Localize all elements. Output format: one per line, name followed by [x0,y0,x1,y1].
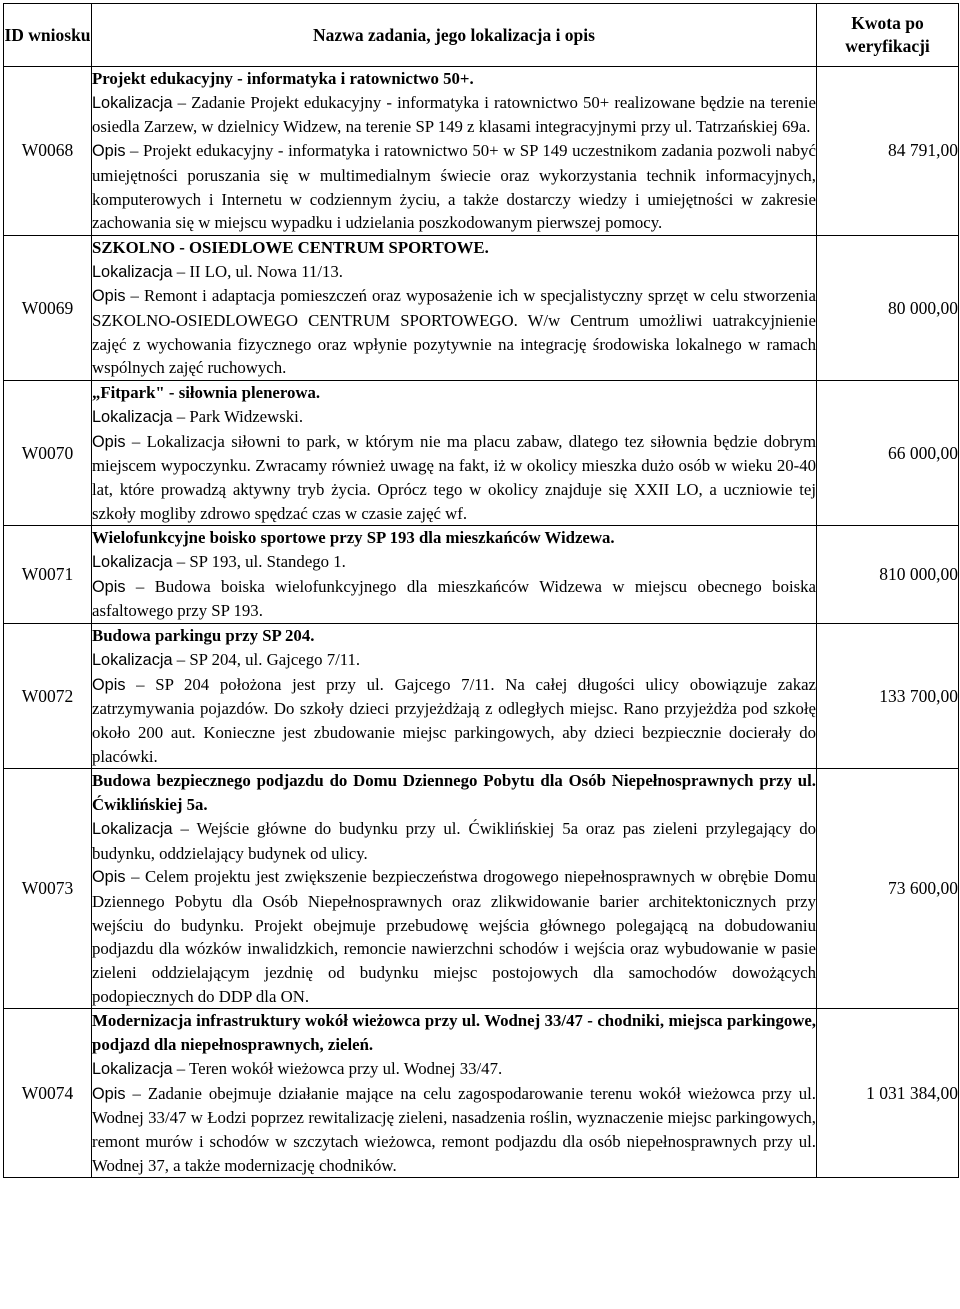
project-description [92,139,816,235]
header-id: ID wniosku [4,4,92,67]
location-label: Lokalizacja [92,819,173,838]
description-text: – SP 204 położona jest przy ul. Gajcego 7/11. Na całej długości ulicy obowiązuje zakaz zatrzymywania pojazdów. Do szkoły dzieci przyjeżdżają z odległych miejsc. Rano przyjeżdża pod szkołę około 200 aut. Konieczne jest zbudowanie miejsc parkingowych, aby dzieci bezpiecznie docierały do placówki. [92,674,816,766]
table-row [4,381,959,526]
row-description [92,1009,817,1178]
project-location [92,817,816,865]
row-id: W0070 [4,381,92,526]
description-text: – Remont i adaptacja pomieszczeń oraz wyposażenie ich w specjalistyczny sprzęt w celu stworzenia SZKOLNO-OSIEDLOWEGO CENTRUM SPORTOWEGO. W/w Centrum umożliwi uatrakcyjnienie zajęć z wychowania fizycznego oraz wpłynie pozytywnie na integrację środowiska lokalnego w ramach wspólnych zajęć ruchowych. [92,286,816,378]
table-header-row [4,4,959,67]
row-id: W0073 [4,769,92,1009]
row-description [92,526,817,624]
project-location [92,1057,816,1082]
location-label: Lokalizacja [92,553,173,572]
row-amount: 810 000,00 [817,526,959,624]
row-id: W0072 [4,624,92,769]
location-text: – Wejście główne do budynku przy ul. Ćwiklińskiej 5a oraz pas zieleni przylegający do budynku, oddzielający budynek od ulicy. [92,818,816,863]
description-label: Opis [92,287,126,306]
project-description [92,284,816,380]
description-text: – Celem projektu jest zwiększenie bezpieczeństwa drogowego niepełnosprawnych w obrębie Domu Dziennego Pobytu dla Osób Niepełnosprawnych oraz zlikwidowanie barier architektonicznych przy wejściu do budynku. Projekt obejmuje przebudowę wejścia głównego polegającą na dobudowaniu podjazdu dla wózków inwalidzkich, remoncie nawierzchni schodów i wejścia oraz wybudowanie w pasie zieleni oddzielającym jezdnię od budynku miejsc postojowych dla samochodów dowożących podopiecznych do DDP dla ON. [92,867,816,1006]
row-amount: 84 791,00 [817,67,959,236]
description-text: – Budowa boiska wielofunkcyjnego dla mieszkańców Widzewa w miejscu obecnego boiska asfaltowego przy SP 193. [92,576,816,621]
project-title: Projekt edukacyjny - informatyka i ratownictwo 50+. [92,69,474,88]
description-label: Opis [92,868,126,887]
project-location [92,91,816,139]
project-description [92,673,816,769]
row-description [92,67,817,236]
location-label: Lokalizacja [92,650,173,669]
location-label: Lokalizacja [92,407,173,426]
location-text: – II LO, ul. Nowa 11/13. [172,261,343,281]
table-row [4,1009,959,1178]
table-row [4,526,959,624]
row-amount: 80 000,00 [817,235,959,380]
location-text: – Park Widzewski. [172,406,304,426]
project-title: Budowa parkingu przy SP 204. [92,626,315,646]
description-text: – Projekt edukacyjny - informatyka i ratownictwo 50+ w SP 149 uczestnikom zadania pozwoli nabyć umiejętności poruszania się w multimedialnym świecie oraz wykorzystania technik informacyjnych, komputerowych i Internetu w codziennym życiu, a także dostarczy wiedzy i umiejętności w zakresie zachowania się w miejscu wypadku i udzielania poszkodowanym pierwszej pomocy. [92,141,816,233]
description-label: Opis [92,1084,126,1103]
row-id: W0068 [4,67,92,236]
location-label: Lokalizacja [92,93,173,112]
project-title: Budowa bezpiecznego podjazdu do Domu Dziennego Pobytu dla Osób Niepełnosprawnych przy ul. Ćwiklińskiej 5a. [92,771,816,815]
description-label: Opis [92,432,126,451]
description-label: Opis [92,577,126,596]
header-amount: Kwota po weryfikacji [817,4,959,67]
row-amount: 133 700,00 [817,624,959,769]
row-amount: 1 031 384,00 [817,1009,959,1178]
project-description [92,1082,816,1178]
projects-table [3,3,959,1178]
project-location [92,405,816,430]
header-description: Nazwa zadania, jego lokalizacja i opis [92,4,817,67]
location-text: – Teren wokół wieżowca przy ul. Wodnej 33/47. [172,1058,503,1078]
description-text: – Lokalizacja siłowni to park, w którym nie ma placu zabaw, dlatego tez siłownia będzie dobrym miejscem wypoczynku. Zwracamy również uwagę na fakt, iż w okolicy mieszka dużo osób w wieku 20-40 lat, które prowadzą aktywny tryb życia. Oprócz tego w okolicy znajduje się XXII LO, a uczniowie tej szkoły mogliby zdrowo spędzać czas w czasie zajęć wf. [92,431,816,523]
description-label: Opis [92,675,126,694]
location-text: – SP 204, ul. Gajcego 7/11. [172,649,361,669]
project-description [92,430,816,526]
row-description [92,235,817,380]
location-text: – Zadanie Projekt edukacyjny - informatyka i ratownictwo 50+ realizowane będzie na terenie osiedla Zarzew, w dzielnicy Widzew, na terenie SP 149 z klasami integracyjnymi przy ul. Tatrzańskiej 69a. [92,92,816,137]
row-amount: 66 000,00 [817,381,959,526]
table-row [4,624,959,769]
project-location [92,260,816,285]
project-description [92,865,816,1008]
description-label: Opis [92,142,126,161]
row-description [92,381,817,526]
project-location [92,550,816,575]
table-row [4,769,959,1009]
row-description [92,769,817,1009]
row-id: W0069 [4,235,92,380]
project-title: „Fitpark" - siłownia plenerowa. [92,383,321,403]
project-title: Modernizacja infrastruktury wokół wieżowca przy ul. Wodnej 33/47 - chodniki, miejsca parkingowe, podjazd dla niepełnosprawnych, zieleń. [92,1011,816,1055]
row-id: W0071 [4,526,92,624]
table-row [4,235,959,380]
row-description [92,624,817,769]
row-amount: 73 600,00 [817,769,959,1009]
table-row [4,67,959,236]
location-label: Lokalizacja [92,262,173,281]
row-id: W0074 [4,1009,92,1178]
project-title: SZKOLNO - OSIEDLOWE CENTRUM SPORTOWE. [92,237,489,257]
location-label: Lokalizacja [92,1059,173,1078]
project-location [92,648,816,673]
project-title: Wielofunkcyjne boisko sportowe przy SP 193 dla mieszkańców Widzewa. [92,528,615,548]
description-text: – Zadanie obejmuje działanie mające na celu zagospodarowanie terenu wokół wieżowca przy ul. Wodnej 33/47 w Łodzi poprzez rewitalizację zieleni, nasadzenia roślin, wyznaczenie miejsc parkingowych, remont murów i schodów w szczytach wieżowca, remont podjazdu dla osób niepełnosprawnych przy ul. Wodnej 37, a także modernizację chodników. [92,1083,816,1175]
project-description [92,575,816,623]
location-text: – SP 193, ul. Standego 1. [172,552,346,572]
